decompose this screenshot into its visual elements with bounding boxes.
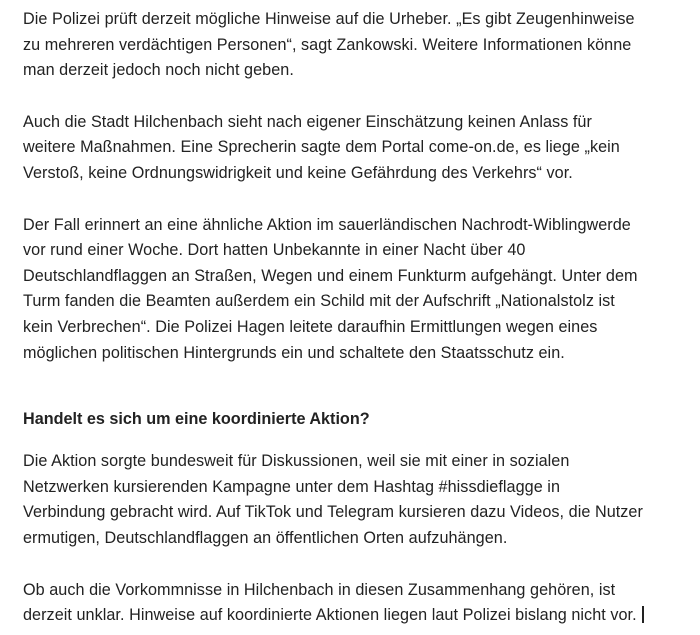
paragraph-line: Deutschlandflaggen an Straßen, Wegen und einem Funkturm aufgehängt. Unter dem xyxy=(23,266,638,285)
section-spacer xyxy=(23,366,695,407)
paragraph-line: Auch die Stadt Hilchenbach sieht nach eigener Einschätzung keinen Anlass für xyxy=(23,112,592,131)
paragraph-line: Verstoß, keine Ordnungswidrigkeit und keine Gefährdung des Verkehrs“ vor. xyxy=(23,163,573,182)
article-body xyxy=(23,7,695,629)
paragraph-line: Die Aktion sorgte bundesweit für Diskussionen, weil sie mit einer in sozialen xyxy=(23,452,570,471)
paragraph-line: Turm fanden die Beamten außerdem ein Schild mit der Aufschrift „Nationalstolz ist xyxy=(23,292,615,311)
paragraph-line: kein Verbrechen“. Die Polizei Hagen leitete daraufhin Ermittlungen wegen eines xyxy=(23,317,598,336)
paragraph-line: weitere Maßnahmen. Eine Sprecherin sagte dem Portal come-on.de, es liege „kein xyxy=(23,138,620,157)
paragraph-line: möglichen politischen Hintergrunds ein und schaltete den Staatsschutz ein. xyxy=(23,343,565,362)
paragraph-spacer xyxy=(23,187,695,213)
paragraph-similar-case xyxy=(23,213,695,367)
paragraph-campaign xyxy=(23,449,695,551)
paragraph-line: Ob auch die Vorkommnisse in Hilchenbach in diesen Zusammenhang gehören, ist xyxy=(23,580,616,599)
paragraph-line: vor rund einer Woche. Dort hatten Unbekannte in einer Nacht über 40 xyxy=(23,241,526,260)
paragraph-line: man derzeit jedoch noch nicht geben. xyxy=(23,61,294,80)
paragraph-line: zu mehreren verdächtigen Personen“, sagt Zankowski. Weitere Informationen könne xyxy=(23,35,632,54)
section-heading: Handelt es sich um eine koordinierte Aktion? xyxy=(23,410,370,429)
paragraph-city-statement xyxy=(23,110,695,187)
section-spacer xyxy=(23,431,695,449)
paragraph-line: ermutigen, Deutschlandflaggen an öffentlichen Orten aufzuhängen. xyxy=(23,528,508,547)
paragraph-last-line xyxy=(23,603,695,629)
paragraph-police-investigation xyxy=(23,7,695,84)
paragraph-spacer xyxy=(23,84,695,110)
paragraph-line: Verbindung gebracht wird. Auf TikTok und Telegram kursieren dazu Videos, die Nutzer xyxy=(23,503,643,522)
paragraph-spacer xyxy=(23,552,695,578)
text-cursor xyxy=(642,606,644,623)
paragraph-unclear-connection xyxy=(23,578,695,629)
paragraph-line-text: derzeit unklar. Hinweise auf koordinierte Aktionen liegen laut Polizei bislang nicht vor. xyxy=(23,606,637,625)
paragraph-line: Der Fall erinnert an eine ähnliche Aktion im sauerländischen Nachrodt-Wiblingwerde xyxy=(23,215,631,234)
paragraph-line: Netzwerken kursierenden Kampagne unter dem Hashtag #hissdieflagge in xyxy=(23,477,561,496)
paragraph-line: Die Polizei prüft derzeit mögliche Hinweise auf die Urheber. „Es gibt Zeugenhinweise xyxy=(23,10,635,28)
